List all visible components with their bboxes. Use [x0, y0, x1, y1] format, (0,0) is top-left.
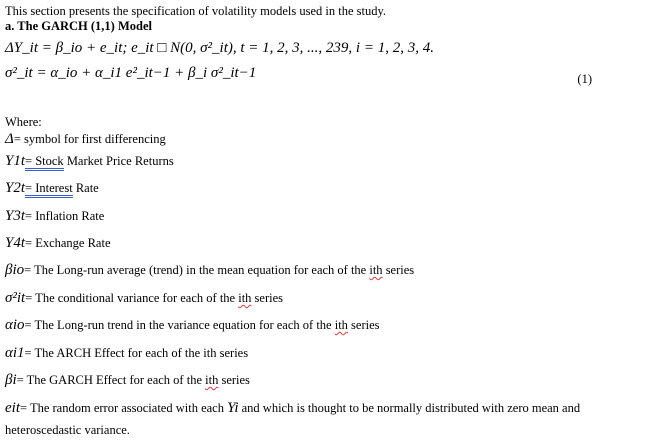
definition-symbol: Y4t — [5, 235, 26, 251]
definition-item — [5, 153, 174, 169]
definition-symbol: Δ — [5, 131, 14, 147]
definition-text: = Inflation Rate — [25, 209, 105, 223]
definition-text — [25, 154, 64, 171]
definition-symbol: σ²it — [5, 290, 26, 306]
definition-text-part: ith — [369, 263, 383, 277]
definition-item — [5, 290, 283, 306]
definition-item — [5, 345, 248, 361]
definition-text: = symbol for first differencing — [13, 132, 166, 146]
definition-item — [5, 317, 380, 333]
definition-text: = Exchange Rate — [25, 236, 111, 250]
definition-text-part: series — [347, 318, 380, 332]
where-label: Where: — [5, 115, 42, 129]
variance-equation-text: σ²_it = α_io + α_i1 e²_it−1 + β_i σ²_it−1 — [5, 65, 257, 81]
definition-text-part: = The Long-run average (trend) in the mean equation for each of the — [24, 263, 370, 277]
definition-text-part: Stock — [35, 154, 64, 168]
variance-equation — [5, 63, 256, 83]
definition-item — [5, 372, 250, 388]
definition-symbol: Y2t — [5, 180, 26, 196]
definition-text-part: Market Price Returns — [63, 154, 174, 168]
definition-text-part: = The Long-run trend in the variance equation for each of the — [24, 318, 335, 332]
definition-symbol: Y3t — [5, 208, 26, 224]
intro-text: This section presents the specification of volatility models used in the study. — [5, 4, 387, 18]
definition-text-part: = The random error associated with each — [20, 401, 228, 415]
definition-text: = The ARCH Effect for each of the ith series — [24, 346, 249, 360]
definition-item — [5, 400, 580, 416]
definition-text-part: = The conditional variance for each of the — [25, 291, 239, 305]
definition-text-part: = The GARCH Effect for each of the — [16, 373, 206, 387]
definition-text-part: series — [218, 373, 250, 387]
definition-text-part: series — [382, 263, 415, 277]
definition-item — [5, 235, 111, 251]
definition-text-part: Yi — [227, 400, 239, 416]
definition-item — [5, 208, 104, 224]
definition-text-part: ith — [238, 291, 252, 305]
continuation-text: heteroscedastic variance. — [5, 423, 130, 437]
definition-text-part: = — [25, 154, 36, 168]
definition-text-part: and which is thought to be normally distributed with zero mean and — [238, 401, 581, 415]
definition-symbol: βio — [5, 262, 25, 278]
definition-text-part: Rate — [72, 181, 99, 195]
definition-symbol: Y1t — [5, 153, 26, 169]
definition-text-part: Interest — [35, 181, 73, 195]
definition-text-part: ith — [334, 318, 348, 332]
definition-text-part: series — [251, 291, 284, 305]
definition-symbol: βi — [5, 372, 17, 388]
definition-text — [25, 181, 73, 198]
definition-item — [5, 180, 99, 196]
mean-equation-text: ΔY_it = β_io + e_it; e_it □ N(0, σ²_it), t = 1, 2, 3, ..., 239, i = 1, 2, 3, 4. — [5, 40, 434, 56]
equation-number: (1) — [577, 72, 592, 86]
definition-symbol: αio — [5, 317, 25, 333]
definition-item — [5, 131, 166, 147]
definition-text-part: = — [25, 181, 36, 195]
definition-item — [5, 262, 414, 278]
section-heading: a. The GARCH (1,1) Model — [5, 19, 152, 33]
mean-equation — [5, 38, 434, 58]
definition-symbol: αi1 — [5, 345, 25, 361]
definition-text-part: ith — [205, 373, 219, 387]
definition-symbol: eit — [5, 400, 20, 416]
